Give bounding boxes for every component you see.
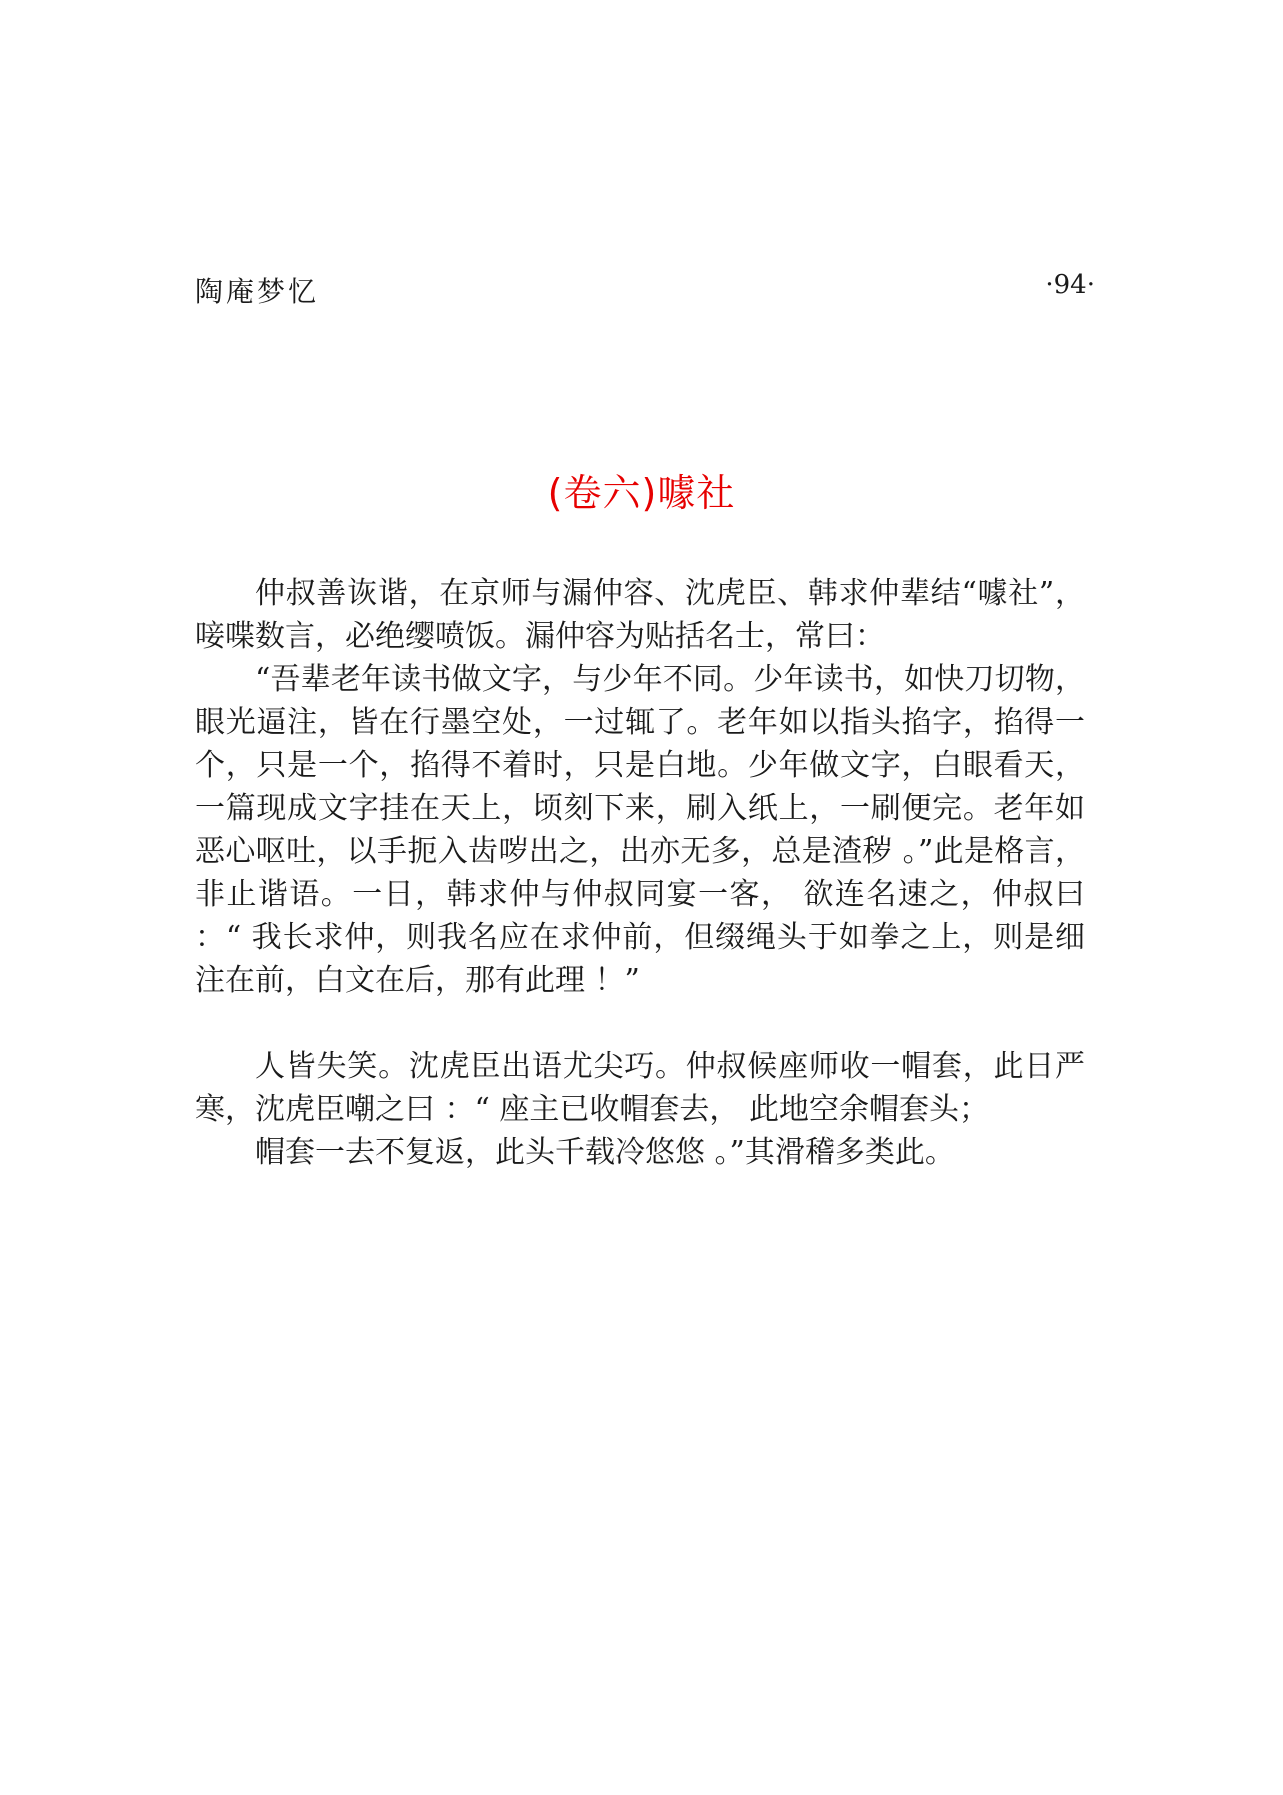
book-title: 陶庵梦忆 — [195, 275, 320, 308]
paragraph-2: “吾辈老年读书做文字，与少年不同。少年读书，如快刀切物，眼光逼注，皆在行墨空处，一过辄了。老年如以指头掐字，掐得一个，只是一个，掐得不着时，只是白地。少年做文字，白眼看天，一篇现成文字挂在天上，顷刻下来，刷入纸上，一刷便完。老年如恶心呕吐，以手扼入齿哕出之，出亦无多，总是渣秽 。”此是格言，非止谐语。一日，韩求仲与仲叔同宴一客， 欲连名速之，仲叔曰 ：“ 我长求仲，则我名应在求仲前，但缀绳头于如拳之上，则是细注在前，白文在后，那有此理 ！” — [195, 662, 1085, 998]
page-number: ·94· — [1045, 270, 1095, 300]
chapter-title: (卷六)噱社 — [547, 471, 736, 515]
paragraph-4: 帽套一去不复返，此头千载冷悠悠 。”其滑稽多类此。 — [255, 1135, 955, 1170]
paragraph-gap — [195, 1002, 1085, 1045]
paragraph-1: 仲叔善诙谐，在京师与漏仲容、沈虎臣、韩求仲辈结“噱社”，唼喋数言，必绝缨喷饭。漏仲容为贴括名士，常曰： — [195, 576, 1085, 654]
body-text — [195, 572, 1085, 1174]
paragraph-3: 人皆失笑。沈虎臣出语尤尖巧。仲叔候座师收一帽套，此日严寒，沈虎臣嘲之曰 ：“ 座主已收帽套去， 此地空余帽套头； — [195, 1049, 1085, 1127]
running-header — [195, 270, 1095, 310]
